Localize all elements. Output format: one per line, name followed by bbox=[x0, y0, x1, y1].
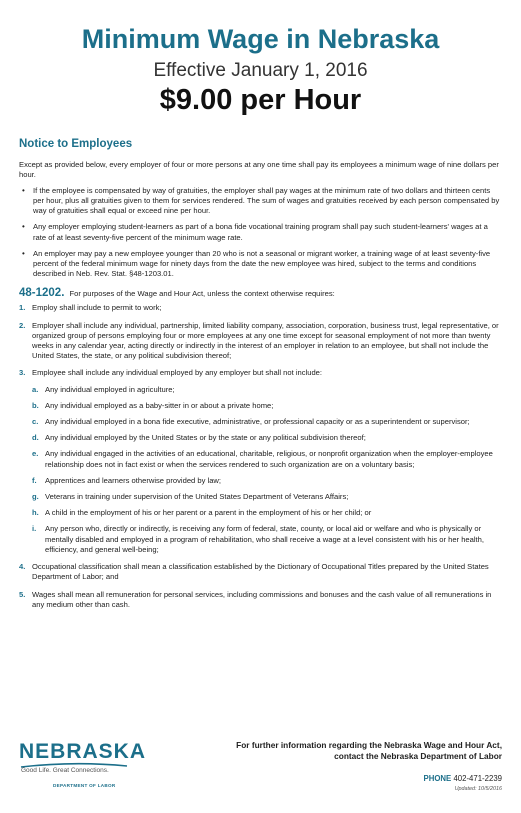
subitem-text: Any individual employed in a bona fide executive, administrative, or professional capacity or as a superintendent or supervisor; bbox=[45, 417, 470, 427]
notice-intro: Except as provided below, every employer of four or more persons at any one time shall pay its employees a minimum wage of nine dollars per hour. bbox=[19, 160, 499, 180]
wage-rate: $9.00 per Hour bbox=[159, 84, 362, 116]
item-marker: 5. bbox=[19, 589, 26, 599]
subitem-marker: h. bbox=[32, 508, 39, 518]
item-text: Employ shall include to permit to work; bbox=[32, 303, 162, 313]
item-marker: 4. bbox=[19, 562, 26, 572]
exclusion-item bbox=[32, 476, 502, 486]
item-text: Occupational classification shall mean a classification established by the Dictionary of Occupational Titles prepared by the United States Department of Labor; and bbox=[32, 562, 489, 582]
contact-info bbox=[236, 740, 502, 762]
subitem-marker: g. bbox=[32, 492, 39, 502]
statute-number: 48-1202. bbox=[19, 287, 65, 300]
nebraska-logo: NEBRASKA bbox=[19, 740, 147, 763]
exclusions-list bbox=[32, 385, 502, 555]
subitem-text: A child in the employment of his or her parent or a parent in the employment of his or her child; or bbox=[45, 508, 372, 518]
exclusion-item bbox=[32, 417, 502, 427]
subitem-text: Veterans in training under supervision of the United States Department of Veterans Affairs; bbox=[45, 492, 349, 502]
bullet-item: • An employer may pay a new employee younger than 20 who is not a seasonal or migrant worker, a training wage of at least seventy-five percent of the federal minimum wage for ninety days from the date the new employee was hired, subject to the terms and conditions described in Neb. Rev. Stat. §48-1203.01. bbox=[19, 249, 502, 280]
definition-item bbox=[19, 562, 502, 582]
subitem-marker: a. bbox=[32, 384, 39, 394]
statute-heading bbox=[19, 287, 502, 300]
bullet-item: • If the employee is compensated by way of gratuities, the employer shall pay wages at the minimum rate of two dollars and thirteen cents per hour, plus all gratuities given to them for services rendered. The sum of wages and gratuities received by each person compensated by way of gratuities shall equal or exceed nine per hour. bbox=[19, 186, 502, 217]
subitem-text: Any individual employed as a baby-sitter in or about a private home; bbox=[45, 400, 274, 410]
definition-item bbox=[19, 590, 502, 610]
subitem-marker: i. bbox=[32, 524, 37, 534]
bullet-item: • Any employer employing student-learners as part of a bona fide vocational training program shall pay such student-learners' wages at a rate of at least seventy-five percent of the minimum wage rate. bbox=[19, 222, 502, 242]
subitem-marker: c. bbox=[32, 417, 39, 427]
subitem-text: Any individual employed by the United States or by the state or any political subdivision thereof; bbox=[45, 433, 366, 443]
phone bbox=[424, 774, 502, 783]
exclusion-item bbox=[32, 508, 502, 518]
contact-line: contact the Nebraska Department of Labor bbox=[334, 751, 502, 761]
subitem-marker: d. bbox=[32, 433, 39, 443]
notice-heading: Notice to Employees bbox=[19, 138, 133, 150]
subitem-text: Any individual employed in agriculture; bbox=[45, 384, 175, 394]
item-text: Employee shall include any individual employed by any employer but shall not include: bbox=[32, 368, 322, 378]
subitem-marker: e. bbox=[32, 449, 39, 459]
page-title: Minimum Wage in Nebraska bbox=[81, 24, 440, 54]
definitions-list bbox=[19, 303, 502, 609]
updated-date: Updated: 10/5/2016 bbox=[454, 786, 502, 792]
subitem-text: Any person who, directly or indirectly, is receiving any form of federal, state, county, or local aid or welfare and who is physically or mentally disabled and employed in a program of rehabilitation, who shall receive a wage at a level consistent with his or her health, efficiency, and general well-being; bbox=[45, 524, 484, 554]
exclusion-item bbox=[32, 492, 502, 502]
logo-tagline: Good Life. Great Connections. bbox=[21, 767, 109, 774]
phone-number: 402-471-2239 bbox=[453, 774, 502, 783]
subitem-text: Apprentices and learners otherwise provided by law; bbox=[45, 475, 222, 485]
subitem-text: Any individual engaged in the activities of an educational, charitable, religious, or nonprofit organization when the employer-employee relationship does not in fact exist or when the services rendered to such organization are on a voluntary basis; bbox=[45, 449, 493, 469]
definition-item bbox=[19, 321, 502, 362]
subitem-marker: f. bbox=[32, 475, 37, 485]
exclusion-item bbox=[32, 401, 502, 411]
exclusion-item bbox=[32, 449, 502, 469]
subitem-marker: b. bbox=[32, 400, 39, 410]
item-marker: 3. bbox=[19, 368, 26, 378]
item-text: Wages shall mean all remuneration for personal services, including commissions and bonuses and the cash value of all remunerations in any medium other than cash. bbox=[32, 589, 492, 609]
statute-lead: For purposes of the Wage and Hour Act, unless the context otherwise requires: bbox=[69, 289, 335, 299]
exclusion-item bbox=[32, 524, 502, 555]
definition-item bbox=[19, 303, 502, 313]
contact-line: For further information regarding the Nebraska Wage and Hour Act, bbox=[236, 740, 502, 750]
item-text: Employer shall include any individual, partnership, limited liability company, association, corporation, business trust, legal representative, or organized group of persons employing four or more employees at any one time except for seasonal employment of not more than twenty weeks in any calendar year, acting directly or indirectly in the interest of an employer in relation to an employee, but shall not include the United States, the state, or any political subdivision thereof; bbox=[32, 320, 499, 361]
effective-date: Effective January 1, 2016 bbox=[153, 60, 368, 81]
footer bbox=[19, 738, 502, 808]
phone-label: PHONE bbox=[423, 774, 452, 783]
department-label: DEPARTMENT OF LABOR bbox=[53, 783, 116, 788]
exclusion-item bbox=[32, 385, 502, 395]
notice-bullets bbox=[19, 186, 502, 280]
definition-item bbox=[19, 368, 502, 555]
exclusion-item bbox=[32, 433, 502, 443]
item-marker: 2. bbox=[19, 320, 26, 330]
item-marker: 1. bbox=[19, 303, 26, 313]
